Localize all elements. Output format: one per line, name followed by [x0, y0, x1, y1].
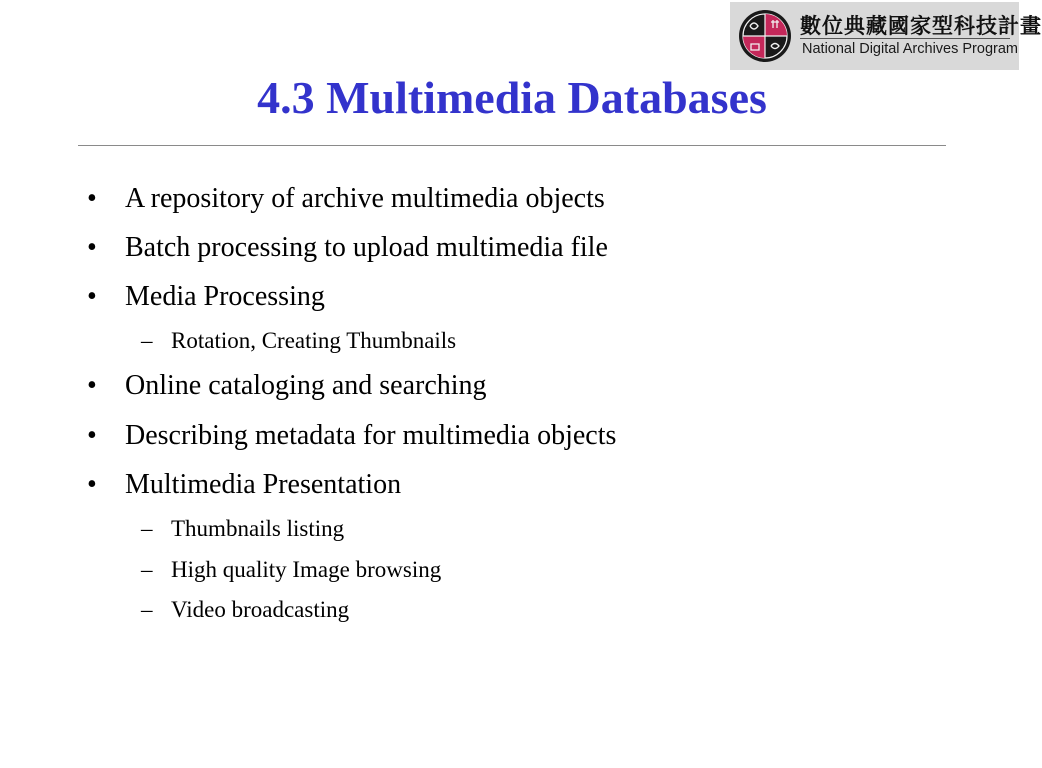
sub-bullet-marker: – [141, 597, 153, 622]
bullet-marker: • [87, 183, 97, 214]
bullet-item [87, 281, 325, 313]
bullet-marker: • [87, 281, 97, 312]
bullet-marker: • [87, 420, 97, 451]
logo-english-title: National Digital Archives Program [802, 41, 1018, 57]
bullet-text: Online cataloging and searching [125, 370, 487, 401]
sub-bullet-marker: – [141, 516, 153, 541]
sub-bullet-marker: – [141, 557, 153, 582]
sub-bullet-item [141, 557, 442, 583]
sub-bullet-item [141, 597, 350, 623]
sub-bullet-text: Thumbnails listing [171, 516, 345, 541]
bullet-text: Batch processing to upload multimedia file [125, 232, 608, 263]
sub-bullet-item [141, 516, 345, 542]
sub-bullet-text: Rotation, Creating Thumbnails [171, 328, 457, 353]
bullet-marker: • [87, 469, 97, 500]
logo-chinese-title: 數位典藏國家型科技計畫 [800, 13, 1042, 38]
bullet-item [87, 370, 487, 402]
bullet-text: Media Processing [125, 281, 325, 312]
bullet-marker: • [87, 232, 97, 263]
bullet-text: A repository of archive multimedia objects [125, 183, 605, 214]
bullet-item [87, 183, 605, 215]
bullet-item [87, 469, 402, 501]
sub-bullet-marker: – [141, 328, 153, 353]
bullet-item [87, 232, 608, 264]
bullet-text: Multimedia Presentation [125, 469, 402, 500]
sub-bullet-item [141, 328, 457, 354]
sub-bullet-text: High quality Image browsing [171, 557, 442, 582]
slide-title: 4.3 Multimedia Databases [257, 72, 767, 123]
bullet-item [87, 420, 617, 452]
sub-bullet-text: Video broadcasting [171, 597, 350, 622]
bullet-marker: • [87, 370, 97, 401]
bullet-text: Describing metadata for multimedia objects [125, 420, 617, 451]
